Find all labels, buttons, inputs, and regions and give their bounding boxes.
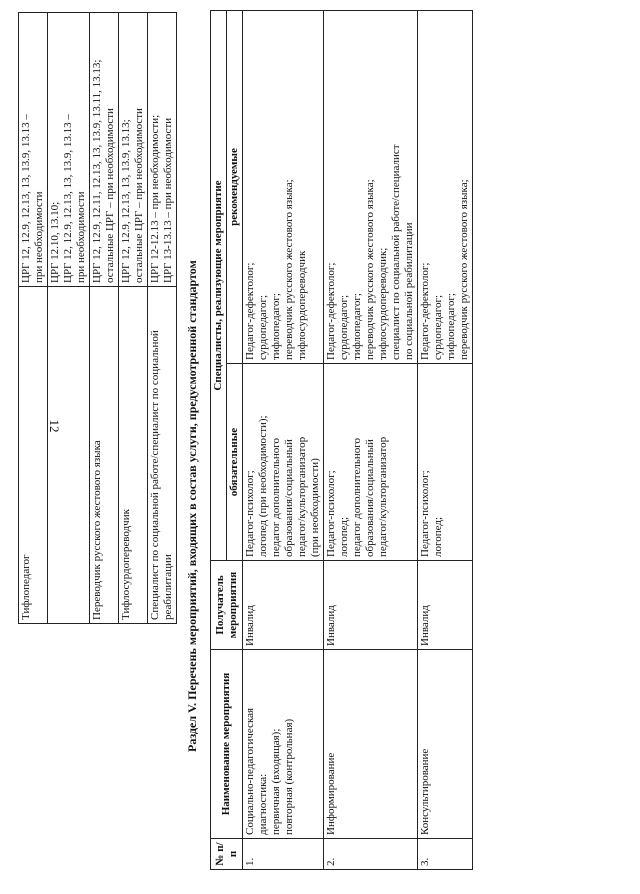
row-value: ЦРГ 12, 12.9, 12.11, 12.13, 13, 13.9, 13.11, 13.13; остальные ЦРГ – при необходимости bbox=[90, 13, 119, 287]
cell-num: 3. bbox=[418, 839, 473, 870]
cell-recommended: Педагог-дефектолог; сурдопедагог; тифлопедагог; переводчик русского жестового языка; bbox=[418, 11, 473, 364]
table-row bbox=[418, 11, 473, 870]
header-num: № п/п bbox=[211, 839, 243, 870]
cell-mandatory: Педагог-психолог; логопед; bbox=[418, 364, 473, 561]
page-number: 12 bbox=[47, 419, 62, 433]
header-mandatory: обязательные bbox=[227, 364, 243, 561]
row-name: Тифлопедагог bbox=[19, 287, 48, 624]
header-name: Наименование мероприятия bbox=[211, 650, 243, 839]
row-name: Специалист по социальной работе/специалист по социальной реабилитации bbox=[148, 287, 177, 624]
header-recommended: рекомендуемые bbox=[227, 11, 243, 364]
cell-mandatory: Педагог-психолог; логопед (при необходимости); педагог дополнительного образования/социальный педагог/культорганизатор (при необходимости) bbox=[243, 364, 324, 561]
rotated-page-content bbox=[10, 12, 630, 882]
cell-name: Социально-педагогическая диагностика: первичная (входящая); повторная (контрольная) bbox=[243, 650, 324, 839]
table-row bbox=[90, 13, 119, 624]
row-value: ЦРГ 12, 12.9, 12.13, 13, 13.9, 13.13 – при необходимости bbox=[19, 13, 48, 287]
row-value: ЦРГ 12.10, 13.10; ЦРГ 12, 12.9, 12.13, 13, 13.9, 13.13 – при необходимости bbox=[48, 13, 90, 287]
cell-name: Информирование bbox=[324, 650, 418, 839]
cell-num: 2. bbox=[324, 839, 418, 870]
cell-recommended: Педагог-дефектолог; сурдопедагог; тифлопедагог; переводчик русского жестового языка; тифлосурдопереводчик; специалист по социальной работе/специалист по социальной реабилитации bbox=[324, 11, 418, 364]
row-name: Переводчик русского жестового языка bbox=[90, 287, 119, 624]
section-title: Раздел V. Перечень мероприятий, входящих в состав услуги, предусмотренной стандартом bbox=[185, 260, 199, 752]
activities-table bbox=[210, 10, 473, 870]
row-name: Тифлосурдопереводчик bbox=[119, 287, 148, 624]
table-row bbox=[19, 13, 48, 624]
table-row bbox=[243, 11, 324, 870]
cell-recommended: Педагог-дефектолог; сурдопедагог; тифлопедагог; переводчик русского жестового языка; тифлосурдопереводчик bbox=[243, 11, 324, 364]
table-row bbox=[324, 11, 418, 870]
row-value: ЦРГ 12, 12.9, 12.13, 13, 13.9, 13.13; остальные ЦРГ – при необходимости bbox=[119, 13, 148, 287]
header-specialists: Специалисты, реализующие мероприятие bbox=[211, 11, 227, 561]
header-recipient: Получатель мероприятия bbox=[211, 561, 243, 650]
row-value: ЦРГ 12-12.13 – при необходимости; ЦРГ 13-13.13 – при необходимости bbox=[148, 13, 177, 287]
table-header-row bbox=[211, 11, 227, 870]
cell-num: 1. bbox=[243, 839, 324, 870]
cell-recipient: Инвалид bbox=[243, 561, 324, 650]
table-row bbox=[119, 13, 148, 624]
cell-recipient: Инвалид bbox=[418, 561, 473, 650]
cell-name: Консультирование bbox=[418, 650, 473, 839]
table-row bbox=[148, 13, 177, 624]
top-table bbox=[18, 12, 177, 624]
cell-recipient: Инвалид bbox=[324, 561, 418, 650]
row-name bbox=[48, 287, 90, 624]
table-row bbox=[48, 13, 90, 624]
cell-mandatory: Педагог-психолог; логопед; педагог дополнительного образования/социальный педагог/культорганизатор bbox=[324, 364, 418, 561]
